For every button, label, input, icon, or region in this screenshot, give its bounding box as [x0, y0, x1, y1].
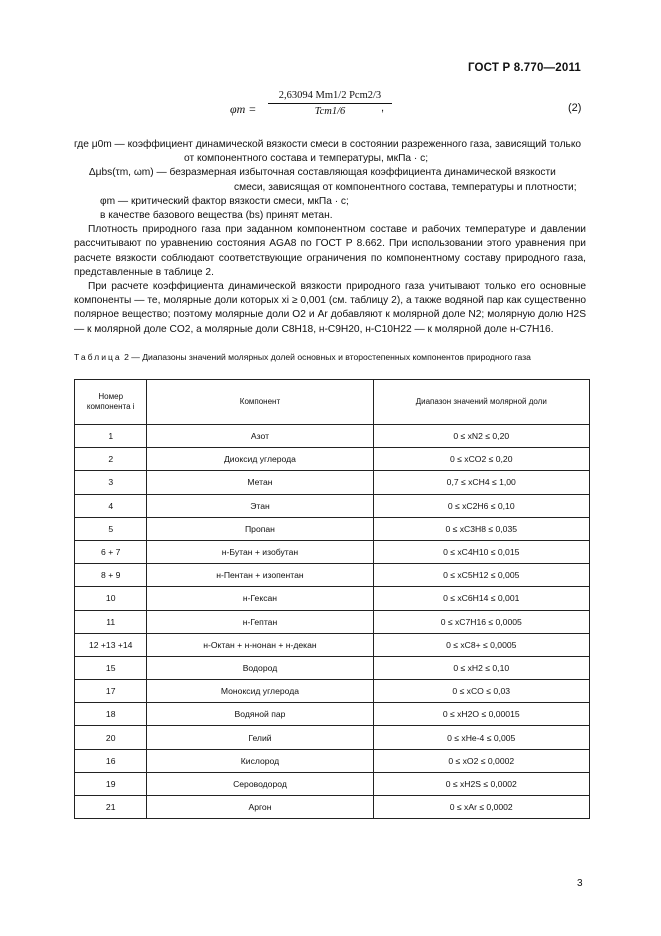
- formula-comma: ,: [381, 102, 385, 114]
- definition-text: критический фактор вязкости смеси, мкПа · с;: [130, 195, 349, 207]
- table-row: [75, 517, 590, 540]
- cell-component-number: 6 + 7: [75, 540, 147, 563]
- table-row: [75, 680, 590, 703]
- definitions-block: [74, 138, 586, 337]
- cell-component-name: н-Бутан + изобутан: [147, 540, 373, 563]
- cell-component-name: н-Октан + н-нонан + н-декан: [147, 633, 373, 656]
- header-range: Диапазон значений молярной доли: [373, 380, 590, 425]
- cell-component-number: 12 +13 +14: [75, 633, 147, 656]
- cell-component-name: Этан: [147, 494, 373, 517]
- cell-molar-range: 0 ≤ xC2H6 ≤ 0,10: [373, 494, 590, 517]
- definition-delta-mu: [74, 166, 586, 194]
- document-code: ГОСТ Р 8.770—2011: [467, 62, 581, 74]
- cell-component-number: 2: [75, 448, 147, 471]
- cell-molar-range: 0 ≤ xC7H16 ≤ 0,0005: [373, 610, 590, 633]
- cell-component-name: Сероводород: [147, 772, 373, 795]
- cell-component-number: 16: [75, 749, 147, 772]
- cell-component-number: 8 + 9: [75, 564, 147, 587]
- cell-component-name: Водяной пар: [147, 703, 373, 726]
- formula-numerator: 2,63094 Mm1/2 Pcm2/3: [268, 90, 392, 104]
- table-row: [75, 772, 590, 795]
- cell-component-name: Азот: [147, 425, 373, 448]
- cell-component-number: 20: [75, 726, 147, 749]
- header-component: Компонент: [147, 380, 373, 425]
- cell-component-number: 11: [75, 610, 147, 633]
- cell-component-number: 4: [75, 494, 147, 517]
- cell-component-number: 5: [75, 517, 147, 540]
- definition-base-substance: [74, 209, 586, 223]
- cell-molar-range: 0 ≤ xC6H14 ≤ 0,001: [373, 587, 590, 610]
- table-row: [75, 425, 590, 448]
- formula-fraction: [268, 90, 392, 117]
- cell-molar-range: 0 ≤ xCO2 ≤ 0,20: [373, 448, 590, 471]
- cell-component-number: 10: [75, 587, 147, 610]
- cell-component-name: Метан: [147, 471, 373, 494]
- cell-molar-range: 0 ≤ xCO ≤ 0,03: [373, 680, 590, 703]
- table-row: [75, 494, 590, 517]
- formula-number: (2): [568, 102, 582, 114]
- table-row: [75, 656, 590, 679]
- cell-component-number: 18: [75, 703, 147, 726]
- table-row: [75, 703, 590, 726]
- definition-symbol: где μ0m —: [74, 139, 125, 150]
- cell-component-number: 15: [75, 656, 147, 679]
- table-caption: [74, 352, 594, 363]
- cell-component-name: Водород: [147, 656, 373, 679]
- definition-text: в качестве базового вещества (bs) принят метан.: [100, 210, 333, 222]
- components-table: [74, 379, 590, 819]
- cell-molar-range: 0 ≤ xC5H12 ≤ 0,005: [373, 564, 590, 587]
- cell-component-name: н-Гептан: [147, 610, 373, 633]
- cell-molar-range: 0,7 ≤ xCH4 ≤ 1,00: [373, 471, 590, 494]
- cell-molar-range: 0 ≤ xO2 ≤ 0,0002: [373, 749, 590, 772]
- cell-molar-range: 0 ≤ xC3H8 ≤ 0,035: [373, 517, 590, 540]
- cell-molar-range: 0 ≤ xH2 ≤ 0,10: [373, 656, 590, 679]
- table-row: [75, 448, 590, 471]
- header-component-number: Номер компонента i: [75, 380, 147, 425]
- cell-component-name: Кислород: [147, 749, 373, 772]
- cell-component-number: 3: [75, 471, 147, 494]
- cell-molar-range: 0 ≤ xN2 ≤ 0,20: [373, 425, 590, 448]
- cell-component-name: Пропан: [147, 517, 373, 540]
- cell-component-name: н-Гексан: [147, 587, 373, 610]
- cell-component-number: 21: [75, 796, 147, 819]
- cell-molar-range: 0 ≤ xAr ≤ 0,0002: [373, 796, 590, 819]
- page-number: 3: [577, 878, 583, 889]
- table-caption-text: 2 — Диапазоны значений молярных долей основных и второстепенных компонентов природного газа: [124, 352, 531, 362]
- table-row: [75, 587, 590, 610]
- cell-molar-range: 0 ≤ xH2O ≤ 0,00015: [373, 703, 590, 726]
- table-row: [75, 796, 590, 819]
- cell-component-name: Гелий: [147, 726, 373, 749]
- table-row: [75, 540, 590, 563]
- table-row: [75, 564, 590, 587]
- cell-component-name: Аргон: [147, 796, 373, 819]
- cell-component-number: 1: [75, 425, 147, 448]
- cell-component-name: н-Пентан + изопентан: [147, 564, 373, 587]
- definition-phi-m: [74, 195, 586, 209]
- table-header-row: [75, 380, 590, 425]
- definition-symbol: φm —: [100, 195, 129, 207]
- cell-molar-range: 0 ≤ xC8+ ≤ 0,0005: [373, 633, 590, 656]
- definition-symbol: Δμbs(τm, ωm) —: [88, 167, 167, 179]
- cell-molar-range: 0 ≤ xH2S ≤ 0,0002: [373, 772, 590, 795]
- formula-denominator: Tcm1/6: [314, 106, 346, 117]
- paragraph-components: При расчете коэффициента динамической вязкости природного газа учитывают только его основные компоненты — те, молярные доли которых xi ≥ 0,001 (см. таблицу 2), а также водяной пар как существенно полярное вещество; поэтому молярные доли O2 и Ar добавляют к молярной доле N2; молярную долю H2S — к молярной доле CO2, а молярные доли C8H18, н-C9H20, н-C10H22 — к молярной доле н-C7H16.: [74, 281, 586, 335]
- cell-molar-range: 0 ≤ xHe-4 ≤ 0,005: [373, 726, 590, 749]
- table-body: [75, 425, 590, 819]
- definition-text: безразмерная избыточная составляющая коэффициента динамической вязкости смеси, зависящая от компонентного состава, температуры и плотности;: [169, 167, 577, 193]
- definition-text: коэффициент динамической вязкости смеси в состоянии разреженного газа, зависящий только от компонентного состава и температуры, мкПа · с;: [127, 139, 582, 165]
- table-row: [75, 726, 590, 749]
- definition-mu0m: [74, 138, 586, 166]
- table-caption-label: Таблица: [74, 352, 122, 362]
- cell-component-number: 17: [75, 680, 147, 703]
- cell-molar-range: 0 ≤ xC4H10 ≤ 0,015: [373, 540, 590, 563]
- cell-component-number: 19: [75, 772, 147, 795]
- paragraph-density: Плотность природного газа при заданном компонентном составе и рабочих температуре и давлении рассчитывают по уравнению состояния AGA8 по ГОСТ Р 8.662. При использовании этого уравнения при расчете вязкости соблюдают соответствующие ограничения по компонентному составу природного газа, представленные в таблице 2.: [74, 224, 586, 278]
- table-row: [75, 471, 590, 494]
- table-row: [75, 633, 590, 656]
- formula-lhs: φm =: [230, 102, 257, 116]
- formula-2: [0, 90, 661, 130]
- table-row: [75, 749, 590, 772]
- cell-component-name: Моноксид углерода: [147, 680, 373, 703]
- cell-component-name: Диоксид углерода: [147, 448, 373, 471]
- table-row: [75, 610, 590, 633]
